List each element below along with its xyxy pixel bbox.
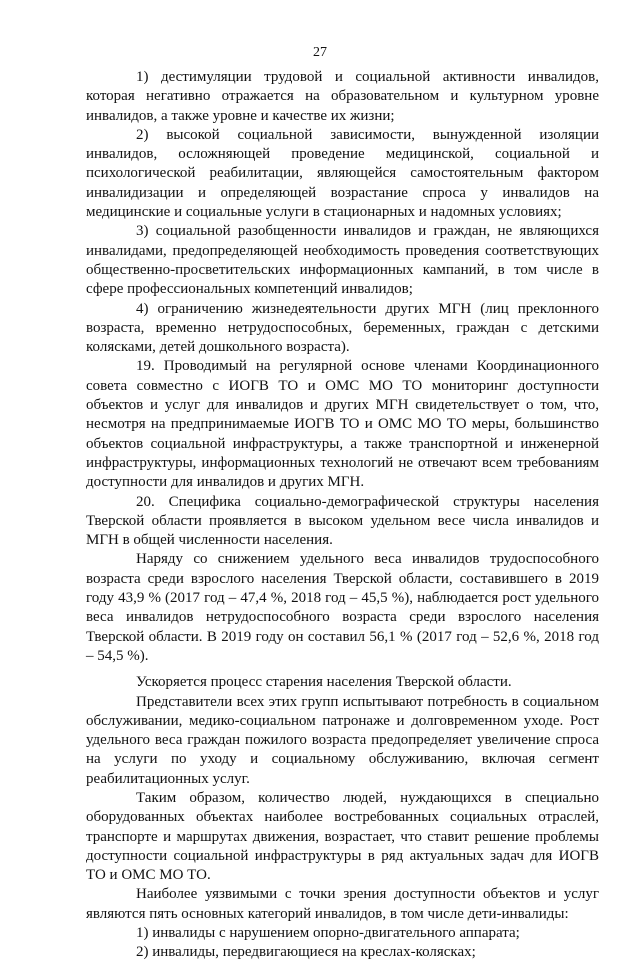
page-number: 27 [313,45,327,60]
paragraph: Ускоряется процесс старения населения Тверской области. [136,674,512,691]
paragraph: Таким образом, количество людей, нуждающихся в специально оборудованных объектах наиболее востребованных социальных отраслей, транспорте и маршрутах движения, возрастает, что ставит решение проблемы доступности социальной инфраструктуры в ряд актуальных задач для ИОГВ ТО и ОМС МО ТО. [86,789,599,884]
paragraph: 3) социальной разобщенности инвалидов и граждан, не являющихся инвалидами, предопределяющей необходимость проведения соответствующих общественно-просветительских информационных кампаний, в том числе в сфере профессиональных компетенций инвалидов; [86,223,599,298]
list-item: 1) инвалиды с нарушением опорно-двигательного аппарата; [136,925,520,942]
paragraph: Наряду со снижением удельного веса инвалидов трудоспособного возраста среди взрослого населения Тверской области, составившего в 2019 году 43,9 % (2017 год – 47,4 %, 2018 год – 45,5 %), наблюдается рост удельного веса инвалидов нетрудоспособного возраста среди взрослого населения Тверской области. В 2019 году он составил 56,1 % (2017 год – 52,6 %, 2018 год – 54,5 %). [86,551,599,664]
paragraph: Представители всех этих групп испытывают потребность в социальном обслуживании, медико-социальном патронаже и долговременном уходе. Рост удельного веса граждан пожилого возраста предопределяет увеличение спроса на услуги по уходу и социальному обслуживанию, включая сегмент реабилитационных услуг. [86,693,599,787]
paragraph: 1) дестимуляции трудовой и социальной активности инвалидов, которая негативно отражается на образовательном и культурном уровне инвалидов, а также уровне и качестве их жизни; [86,69,599,124]
paragraph: Наиболее уязвимыми с точки зрения доступности объектов и услуг являются пять основных категорий инвалидов, в том числе дети-инвалиды: [86,886,599,922]
paragraph: 4) ограничению жизнедеятельности других МГН (лиц преклонного возраста, временно нетрудоспособных, беременных, граждан с детскими колясками, детей дошкольного возраста). [86,300,599,356]
paragraph: 20. Специфика социально-демографической структуры населения Тверской области проявляется в высоком удельном весе числа инвалидов и МГН в общей численности населения. [86,493,599,549]
paragraph: 2) высокой социальной зависимости, вынужденной изоляции инвалидов, осложняющей проведение медицинской, социальной и психологической реабилитации, являющейся самостоятельным фактором инвалидизации и определяющей возрастание спроса у инвалидов на медицинские и социальные услуги в стационарных и надомных условиях; [86,126,599,221]
paragraph: 19. Проводимый на регулярной основе членами Координационного совета совместно с ИОГВ ТО и ОМС МО ТО мониторинг доступности объектов и услуг для инвалидов и других МГН свидетельствует о том, что, несмотря на предпринимаемые ИОГВ ТО и ОМС МО ТО меры, большинство объектов социальной инфраструктуры, а также транспортной и инженерной инфраструктуры, информационных технологий не отвечают всем требованиям доступности для инвалидов и других МГН. [86,358,599,491]
list-item: 2) инвалиды, передвигающиеся на креслах-колясках; [136,944,476,961]
document-body [86,68,599,963]
